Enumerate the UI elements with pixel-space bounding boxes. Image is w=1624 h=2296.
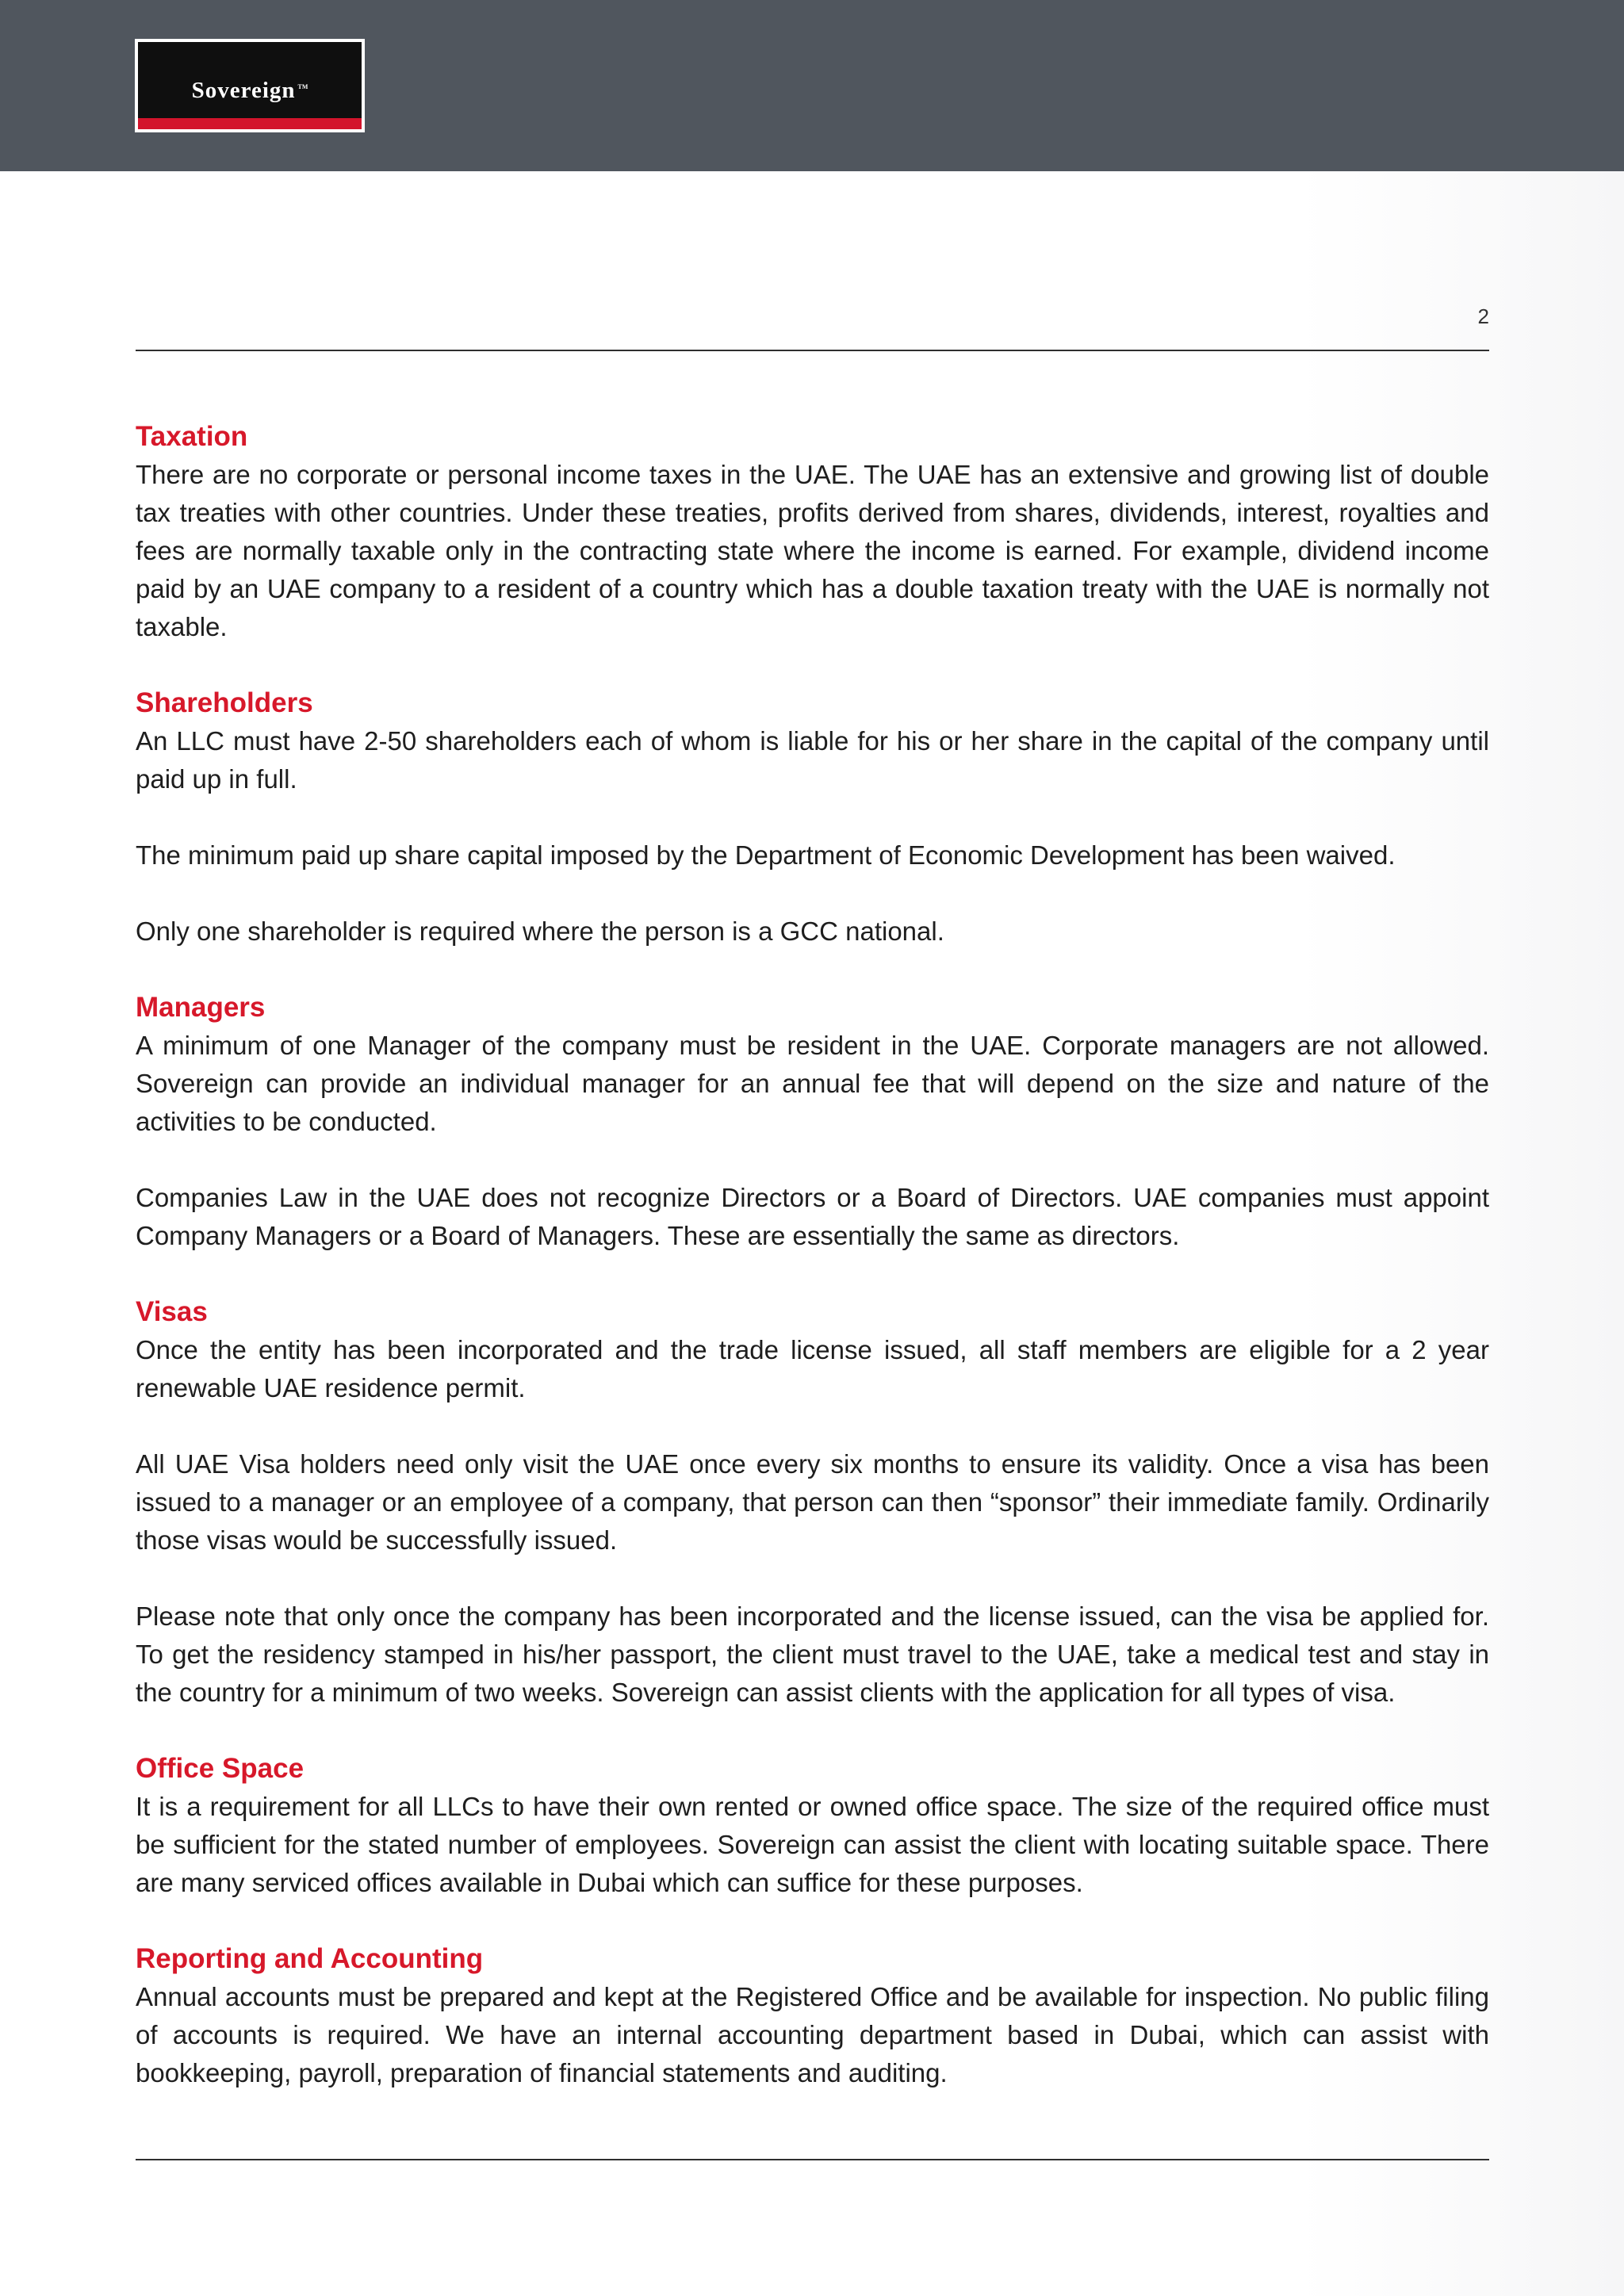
section-heading: Shareholders [136,687,313,718]
section-heading: Reporting and Accounting [136,1943,484,1974]
logo-wordmark [138,79,362,102]
section-paragraph: The minimum paid up share capital imposed by the Department of Economic Development has been waived. [136,840,1396,870]
logo-name: Sovereign [191,78,296,103]
section-paragraph: Once the entity has been incorporated and the trade license issued, all staff members are eligible for a 2 year renewable UAE residence permit. [136,1335,1489,1402]
logo-red-bar [138,118,362,129]
section-paragraph: There are no corporate or personal income taxes in the UAE. The UAE has an extensive and growing list of double tax treaties with other countries. Under these treaties, profits derived from shares, dividends, interest, royalties and fees are normally taxable only in the contracting state where the income is earned. For example, dividend income paid by an UAE company to a resident of a country which has a double taxation treaty with the UAE is normally not taxable. [136,460,1489,641]
section-paragraph: Companies Law in the UAE does not recognize Directors or a Board of Directors. UAE companies must appoint Company Managers or a Board of Managers. These are essentially the same as directors. [136,1183,1489,1250]
section-heading: Visas [136,1296,208,1327]
section-heading: Office Space [136,1753,304,1784]
section-paragraph: Please note that only once the company has been incorporated and the license issued, can the visa be applied for. To get the residency stamped in his/her passport, the client must travel to the UAE, take a medical test and stay in the country for a minimum of two weeks. Sovereign can assist clients with the application for all types of visa. [136,1601,1489,1707]
section-shareholders [136,684,1489,951]
section-office-space [136,1750,1489,1902]
logo-trademark: TM [297,83,308,91]
sovereign-logo [135,39,365,132]
section-paragraph: Annual accounts must be prepared and kept at the Registered Office and be available for inspection. No public filing of accounts is required. We have an internal accounting department based in Dubai, which can assist with bookkeeping, payroll, preparation of financial statements and auditing. [136,1982,1489,2087]
section-visas [136,1293,1489,1712]
page-number: 2 [1477,304,1489,328]
section-heading: Taxation [136,421,248,452]
top-divider [136,350,1489,351]
page-header [0,0,1624,171]
section-heading: Managers [136,992,266,1023]
section-paragraph: It is a requirement for all LLCs to have their own rented or owned office space. The size of the required office must be sufficient for the stated number of employees. Sovereign can assist the client with locating suitable space. There are many serviced offices available in Dubai which can suffice for these purposes. [136,1792,1489,1897]
section-taxation [136,418,1489,646]
section-reporting-and-accounting [136,1940,1489,2092]
document-body [136,418,1489,2092]
bottom-divider [136,2159,1489,2160]
section-paragraph: An LLC must have 2-50 shareholders each of whom is liable for his or her share in the capital of the company until paid up in full. [136,726,1489,794]
section-paragraph: Only one shareholder is required where the person is a GCC national. [136,916,944,946]
section-managers [136,989,1489,1255]
section-paragraph: A minimum of one Manager of the company must be resident in the UAE. Corporate managers are not allowed. Sovereign can provide an individual manager for an annual fee that will depend on the size and nature of the activities to be conducted. [136,1031,1489,1136]
section-paragraph: All UAE Visa holders need only visit the UAE once every six months to ensure its validity. Once a visa has been issued to a manager or an employee of a company, that person can then “sponsor” their immediate family. Ordinarily those visas would be successfully issued. [136,1449,1489,1555]
